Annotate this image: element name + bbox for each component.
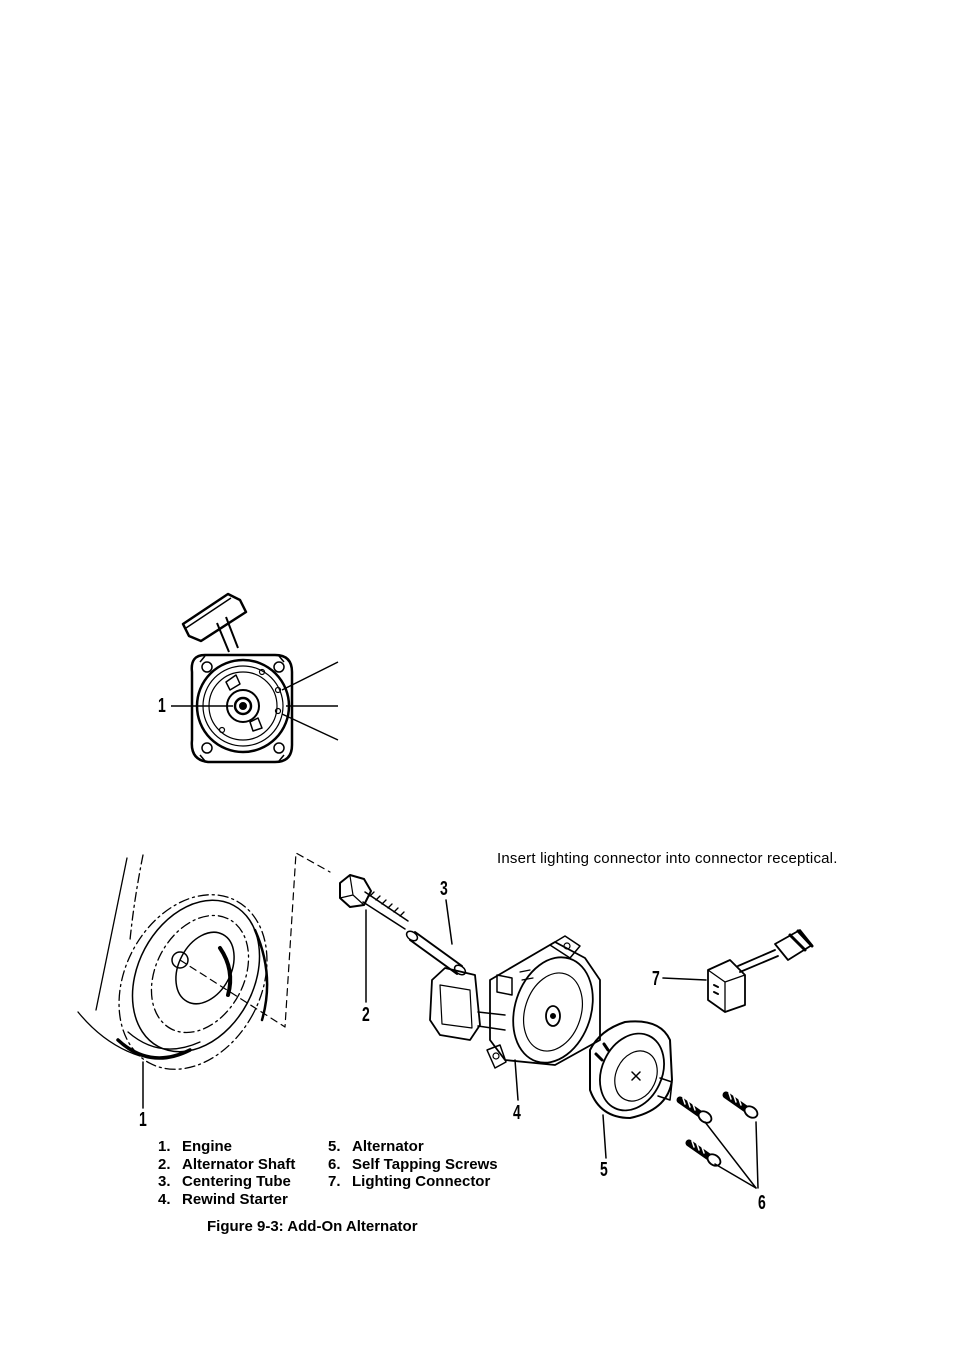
alternator-callout-4: 4 bbox=[513, 1102, 521, 1124]
alternator-callout-1: 1 bbox=[139, 1109, 147, 1131]
rewind-starter bbox=[490, 942, 600, 1065]
legend-right bbox=[328, 1138, 498, 1191]
legend-item: 6. Self Tapping Screws bbox=[328, 1155, 498, 1173]
legend-item: 7. Lighting Connector bbox=[328, 1173, 491, 1190]
starter-callout-1: 1 bbox=[158, 695, 166, 717]
legend-item: 5. Alternator bbox=[328, 1138, 424, 1155]
legend-item: 2. Alternator Shaft bbox=[158, 1155, 296, 1173]
legend-item: 1. Engine bbox=[158, 1138, 233, 1155]
alternator-callout-7: 7 bbox=[652, 968, 660, 990]
legend-item: 3. Centering Tube bbox=[158, 1173, 291, 1190]
alternator-callout-5: 5 bbox=[600, 1159, 608, 1181]
legend-item: 4. Rewind Starter bbox=[158, 1190, 288, 1208]
alternator-callout-6: 6 bbox=[758, 1192, 766, 1214]
alternator-callout-2: 2 bbox=[362, 1004, 370, 1026]
alternator-callout-3: 3 bbox=[440, 878, 448, 900]
alternator-shaft-bolt bbox=[340, 875, 371, 907]
engine-flywheel bbox=[90, 869, 296, 1095]
lighting-connector bbox=[708, 960, 745, 1012]
figure-caption: Figure 9-3: Add-On Alternator bbox=[207, 1218, 418, 1235]
legend-left bbox=[158, 1138, 295, 1208]
alternator bbox=[590, 1021, 672, 1118]
instruction-note: Insert lighting connector into connector receptical. bbox=[497, 850, 838, 867]
